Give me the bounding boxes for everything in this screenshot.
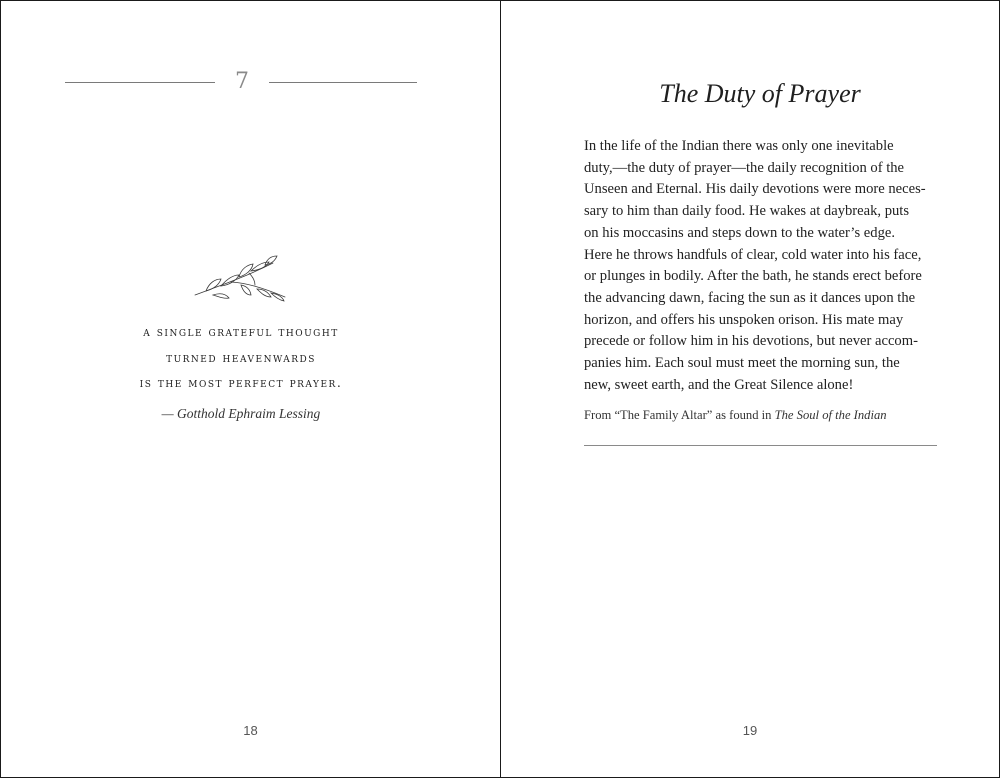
epigraph <box>61 319 421 422</box>
section-end-rule <box>584 445 937 446</box>
body-line: the advancing dawn, facing the sun as it dances upon the <box>584 289 916 306</box>
left-page <box>1 1 500 777</box>
body-line: new, sweet earth, and the Great Silence alone! <box>584 376 854 393</box>
body-line: on his moccasins and steps down to the water’s edge. <box>584 224 896 241</box>
quote-attribution: — Gotthold Ephraim Lessing <box>161 405 321 421</box>
page-title: The Duty of Prayer <box>659 79 861 108</box>
source-title: The Soul of the Indian <box>774 408 887 422</box>
quote-line: turned heavenwards <box>166 349 316 365</box>
quote-line: a single grateful thought <box>143 324 339 339</box>
chapter-rule-left <box>65 82 215 83</box>
body-line: Here he throws handfuls of clear, cold water into his face, <box>584 246 922 263</box>
body-line: or plunges in bodily. After the bath, he stands erect before <box>584 268 922 285</box>
right-page <box>501 1 999 777</box>
body-line: In the life of the Indian there was only one inevitable <box>584 138 894 154</box>
page-number-left: 18 <box>243 723 258 738</box>
chapter-heading <box>65 67 417 97</box>
body-paragraph <box>584 136 938 396</box>
body-line: Unseen and Eternal. His daily devotions were more neces- <box>584 181 926 198</box>
body-line: duty,—the duty of prayer—the daily recognition of the <box>584 159 905 176</box>
page-number-right: 19 <box>742 723 758 738</box>
body-line: panies him. Each soul must meet the morning sun, the <box>584 355 900 372</box>
leafy-sprig-icon <box>191 253 291 303</box>
source-prefix: From “The Family Altar” as found in <box>584 408 775 422</box>
chapter-number: 7 <box>235 69 249 94</box>
chapter-rule-right <box>269 82 417 83</box>
source-citation <box>584 408 938 423</box>
body-line: sary to him than daily food. He wakes at daybreak, puts <box>584 203 910 220</box>
body-line: precede or follow him in his devotions, but never accom- <box>584 333 918 350</box>
quote-line: is the most perfect prayer. <box>139 375 343 390</box>
body-line: horizon, and offers his unspoken orison. His mate may <box>584 311 904 328</box>
